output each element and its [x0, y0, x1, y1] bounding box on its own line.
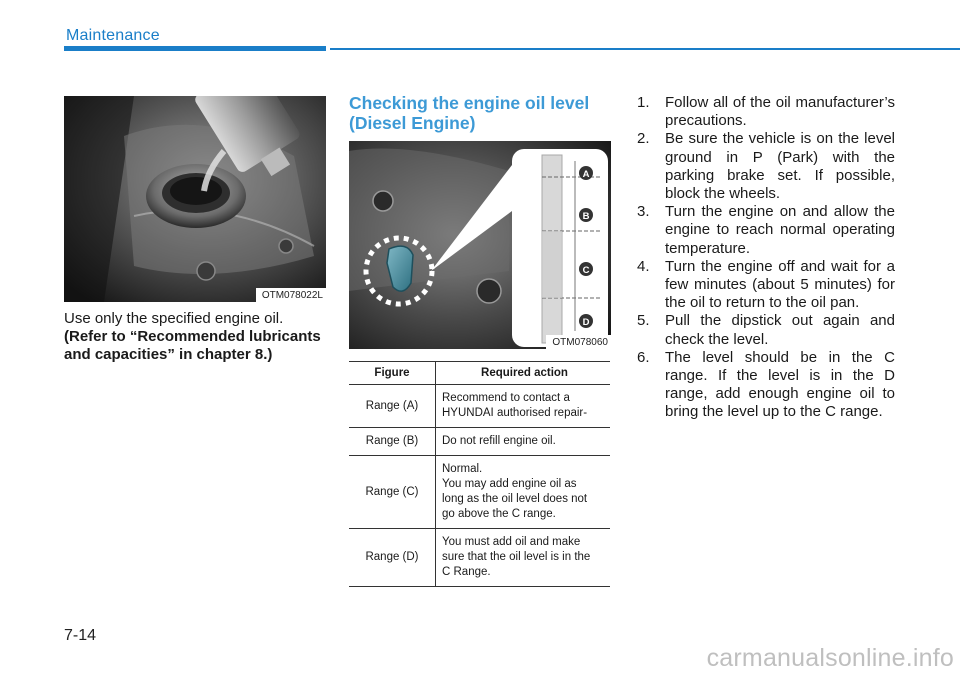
section-title: Maintenance	[66, 27, 160, 44]
svg-text:A: A	[582, 169, 590, 180]
list-item: 5. Pull the dipstick out again and check the level.	[637, 312, 895, 348]
range-label: Range (B)	[349, 428, 436, 456]
dipstick-marker-d	[579, 314, 593, 328]
oil-spec-text: Use only the specified engine oil.	[64, 310, 284, 327]
watermark: carmanualsonline.info	[706, 644, 954, 672]
oil-filling-photo	[64, 96, 326, 302]
list-item: 2. Be sure the vehicle is on the level ground in P (Park) with the parking brake set. If possible, block the wheels.	[637, 130, 895, 203]
range-action: Do not refill engine oil.	[436, 428, 611, 456]
range-label: Range (A)	[349, 385, 436, 428]
header-rule-thin	[330, 48, 960, 50]
svg-text:D: D	[582, 317, 590, 328]
dipstick-photo	[349, 141, 611, 349]
table-header-figure: Figure	[349, 362, 436, 385]
table-row	[349, 385, 610, 428]
figure-code-middle: OTM078060	[546, 335, 611, 349]
procedure-steps	[637, 94, 895, 422]
heading-line-1: Checking the engine oil level	[349, 93, 590, 113]
header-rule-thick	[64, 46, 326, 51]
table-row	[349, 456, 610, 529]
table-header-row	[349, 362, 610, 385]
table-row	[349, 428, 610, 456]
heading-line-2: (Diesel Engine)	[349, 113, 476, 133]
oil-level-range-table	[349, 361, 610, 587]
range-label: Range (D)	[349, 529, 436, 587]
table-header-action: Required action	[436, 362, 611, 385]
dipstick-marker-b	[579, 208, 593, 222]
page-number: 7-14	[64, 627, 97, 644]
range-action: Normal. You may add engine oil as long as the oil level does not go above the C range.	[436, 456, 611, 529]
figure-code-left: OTM078022L	[256, 288, 326, 302]
svg-text:B: B	[582, 211, 590, 222]
svg-text:C: C	[582, 265, 590, 276]
list-item: 6. The level should be in the C range. If the level is in the D range, add enough engine oil to bring the level up to the C range.	[637, 348, 895, 421]
section-heading	[349, 93, 611, 133]
list-item: 1. Follow all of the oil manufacturer’s precautions.	[637, 94, 895, 130]
list-item: 3. Turn the engine on and allow the engine to reach normal operating temperature.	[637, 203, 895, 257]
range-action: You must add oil and make sure that the oil level is in the C Range.	[436, 529, 611, 587]
oil-spec-reference: (Refer to “Recommended lubricants and capacities” in chapter 8.)	[64, 328, 321, 363]
range-label: Range (C)	[349, 456, 436, 529]
dipstick-marker-a	[579, 166, 593, 180]
dipstick-marker-c	[579, 262, 593, 276]
range-action: Recommend to contact a HYUNDAI authorised repair-	[436, 385, 611, 428]
table-row	[349, 529, 610, 587]
list-item: 4. Turn the engine off and wait for a few minutes (about 5 minutes) for the oil to return to the oil pan.	[637, 257, 895, 312]
oil-spec-note	[64, 310, 328, 364]
